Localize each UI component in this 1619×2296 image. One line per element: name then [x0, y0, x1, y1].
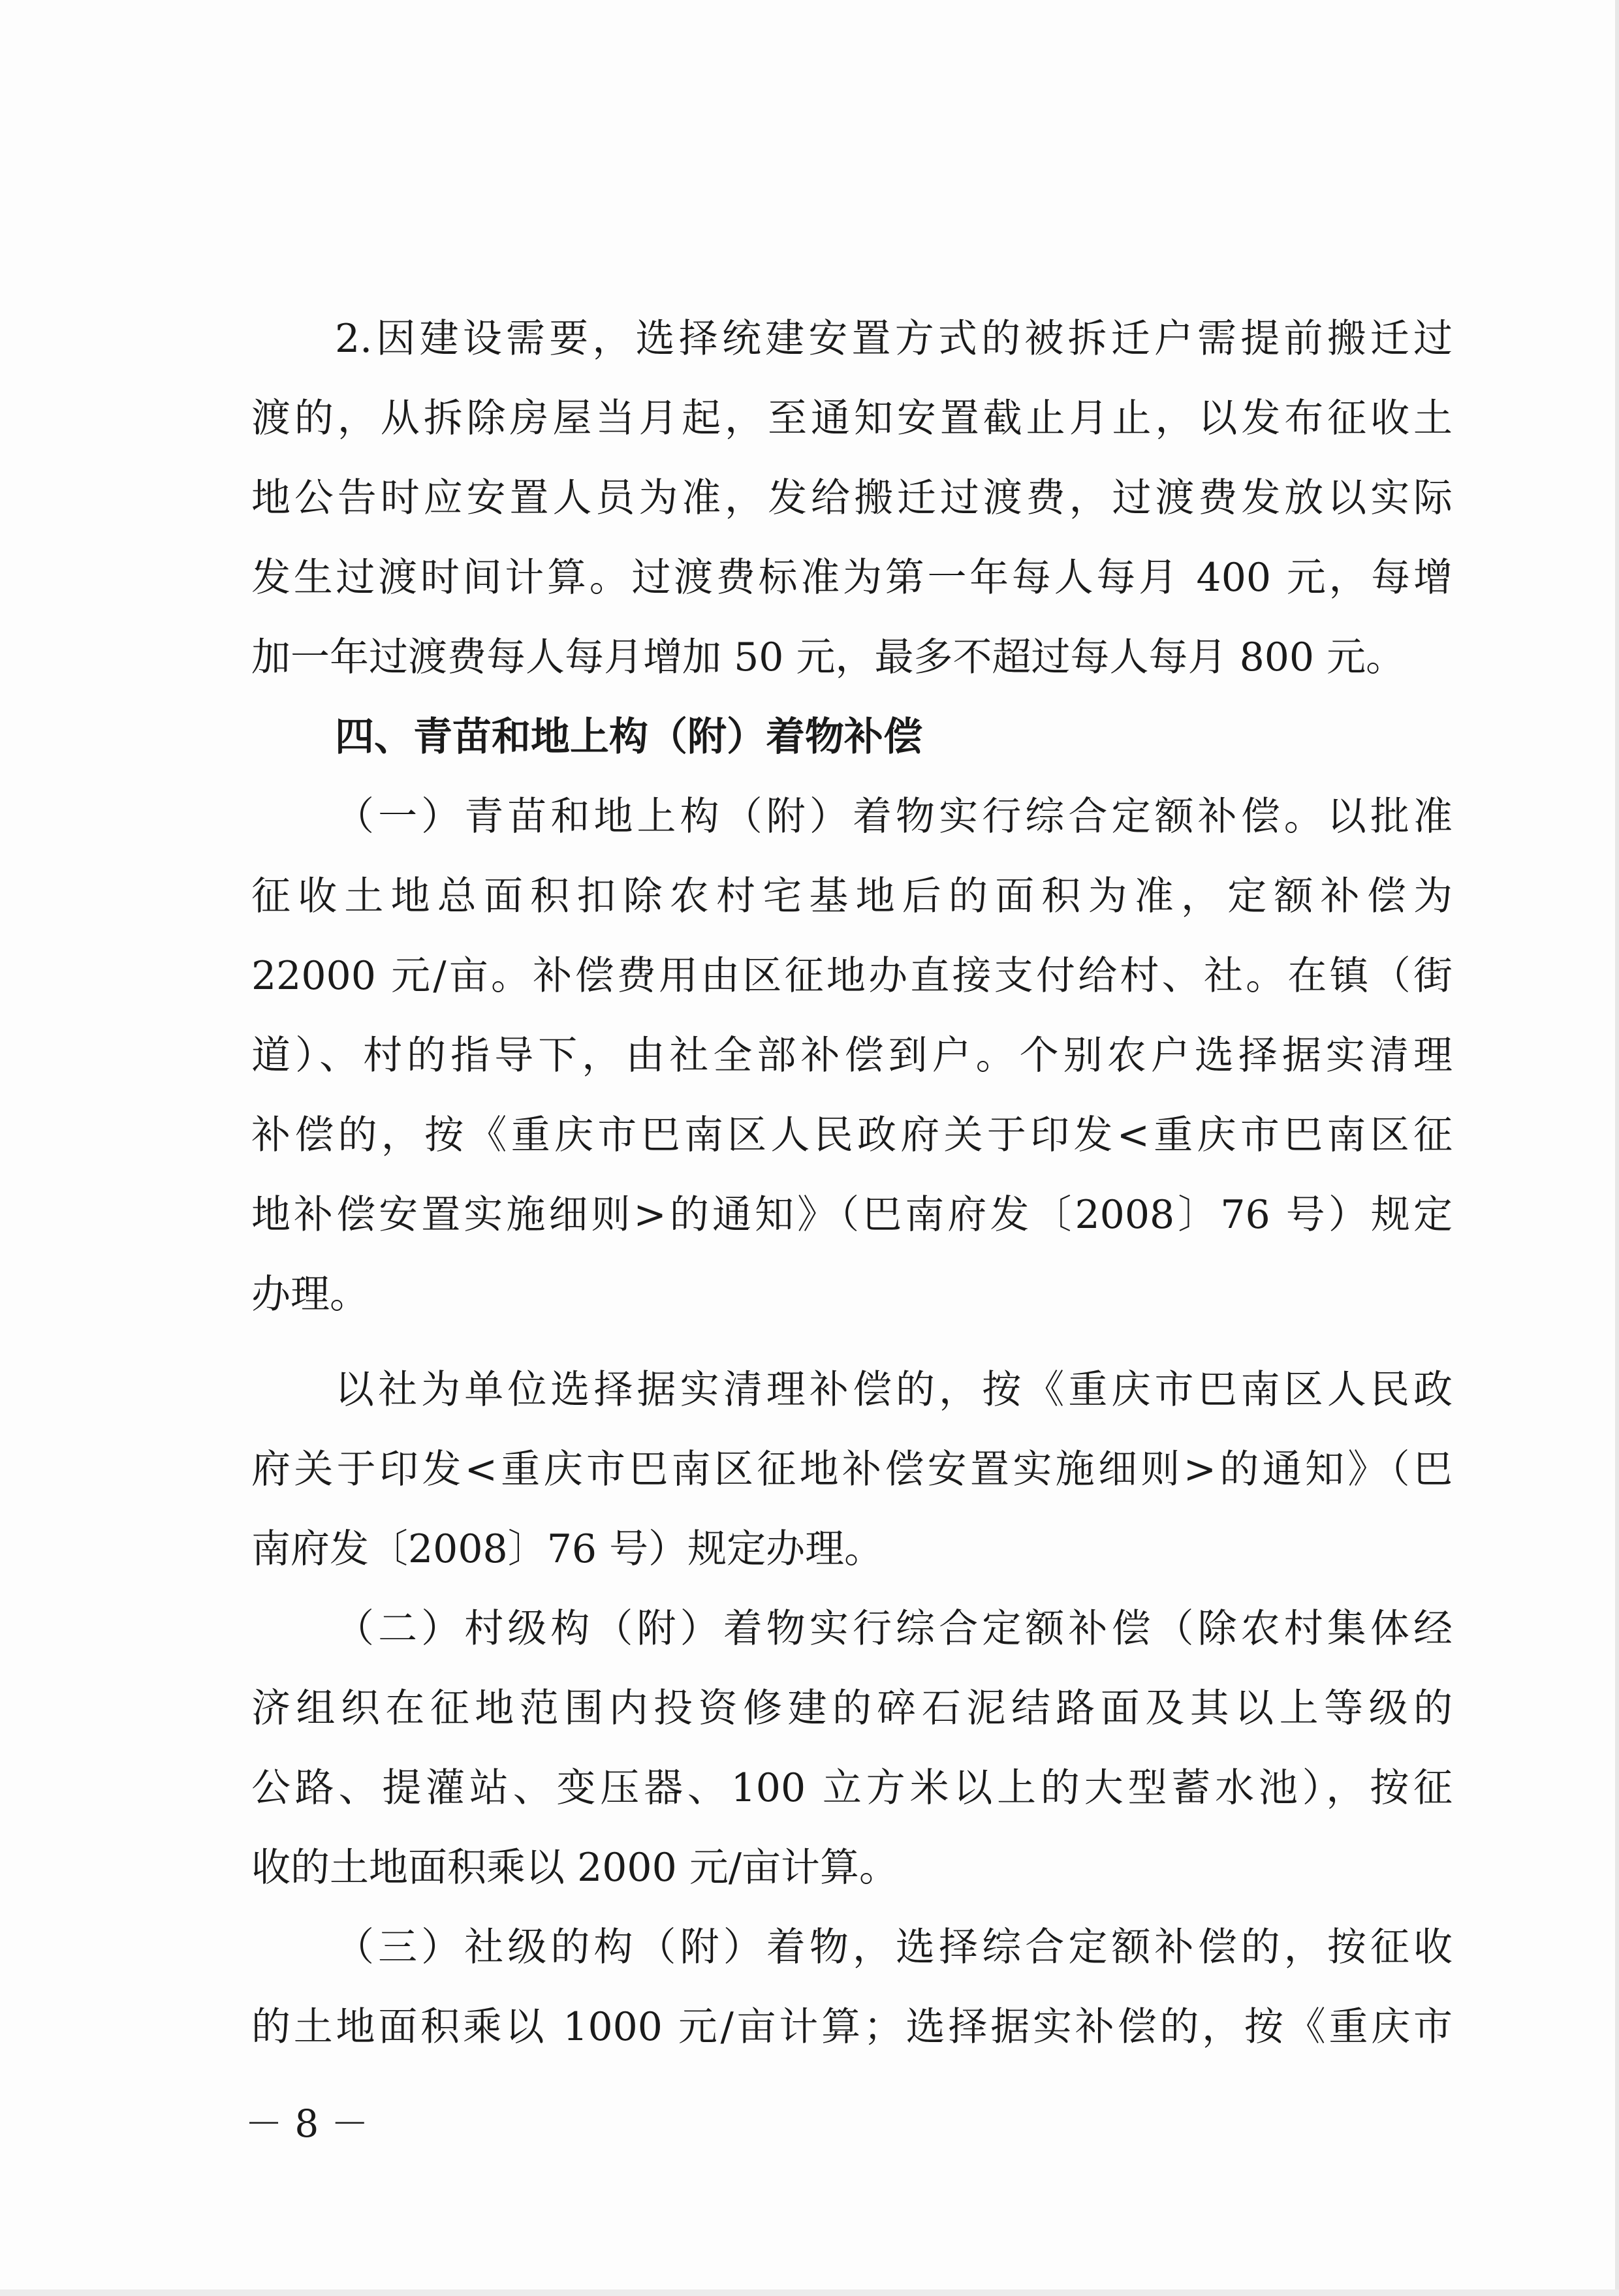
paragraph-item-3	[251, 1908, 1453, 2067]
text-line: （一）青苗和地上构（附）着物实行综合定额补偿。以批准	[335, 794, 1453, 840]
paragraph-spacer	[251, 1334, 1453, 1350]
text-line: 道）、村的指导下，由社全部补偿到户。个别农户选择据实清理	[251, 1033, 1453, 1078]
document-body	[251, 299, 1453, 2067]
text-line: （二）村级构（附）着物实行综合定额补偿（除农村集体经	[335, 1606, 1453, 1652]
text-line: 补偿的，按《重庆市巴南区人民政府关于印发<重庆市巴南区征	[251, 1112, 1453, 1158]
text-line: 22000 元/亩。补偿费用由区征地办直接支付给村、社。在镇（街	[251, 953, 1453, 999]
text-line: 南府发〔2008〕76 号）规定办理。	[251, 1526, 884, 1572]
paragraph-item-2	[251, 1589, 1453, 1908]
text-line: 发生过渡时间计算。过渡费标准为第一年每人每月 400 元，每增	[251, 555, 1453, 601]
text-line: 征收土地总面积扣除农村宅基地后的面积为准，定额补偿为	[251, 873, 1453, 919]
text-line: 公路、提灌站、变压器、100 立方米以上的大型蓄水池），按征	[251, 1765, 1453, 1811]
paragraph-item-1	[251, 777, 1453, 1334]
text-line: （三）社级的构（附）着物，选择综合定额补偿的，按征收	[335, 1925, 1453, 1970]
paragraph-relocation-fee	[251, 299, 1453, 697]
text-line: 2.因建设需要，选择统建安置方式的被拆迁户需提前搬迁过	[335, 316, 1453, 362]
text-line: 收的土地面积乘以 2000 元/亩计算。	[251, 1845, 899, 1891]
text-line: 地补偿安置实施细则>的通知》（巴南府发〔2008〕76 号）规定	[251, 1192, 1453, 1238]
section-heading: 四、青苗和地上构（附）着物补偿	[335, 714, 922, 760]
text-line: 的土地面积乘以 1000 元/亩计算；选择据实补偿的，按《重庆市	[251, 2004, 1453, 2050]
text-line: 以社为单位选择据实清理补偿的，按《重庆市巴南区人民政	[335, 1367, 1453, 1413]
text-line: 地公告时应安置人员为准，发给搬迁过渡费，过渡费发放以实际	[251, 475, 1453, 521]
scan-edge-bottom	[0, 2289, 1619, 2296]
text-line: 济组织在征地范围内投资修建的碎石泥结路面及其以上等级的	[251, 1686, 1453, 1731]
paragraph-cooperative-compensation	[251, 1350, 1453, 1589]
text-line: 渡的，从拆除房屋当月起，至通知安置截止月止，以发布征收土	[251, 396, 1453, 441]
text-line: 加一年过渡费每人每月增加 50 元，最多不超过每人每月 800 元。	[251, 635, 1406, 680]
page-number: － 8 －	[245, 2101, 369, 2146]
scan-edge-right	[1615, 0, 1619, 2296]
text-line: 府关于印发<重庆市巴南区征地补偿安置实施细则>的通知》（巴	[251, 1447, 1453, 1492]
text-line: 办理。	[251, 1272, 369, 1317]
